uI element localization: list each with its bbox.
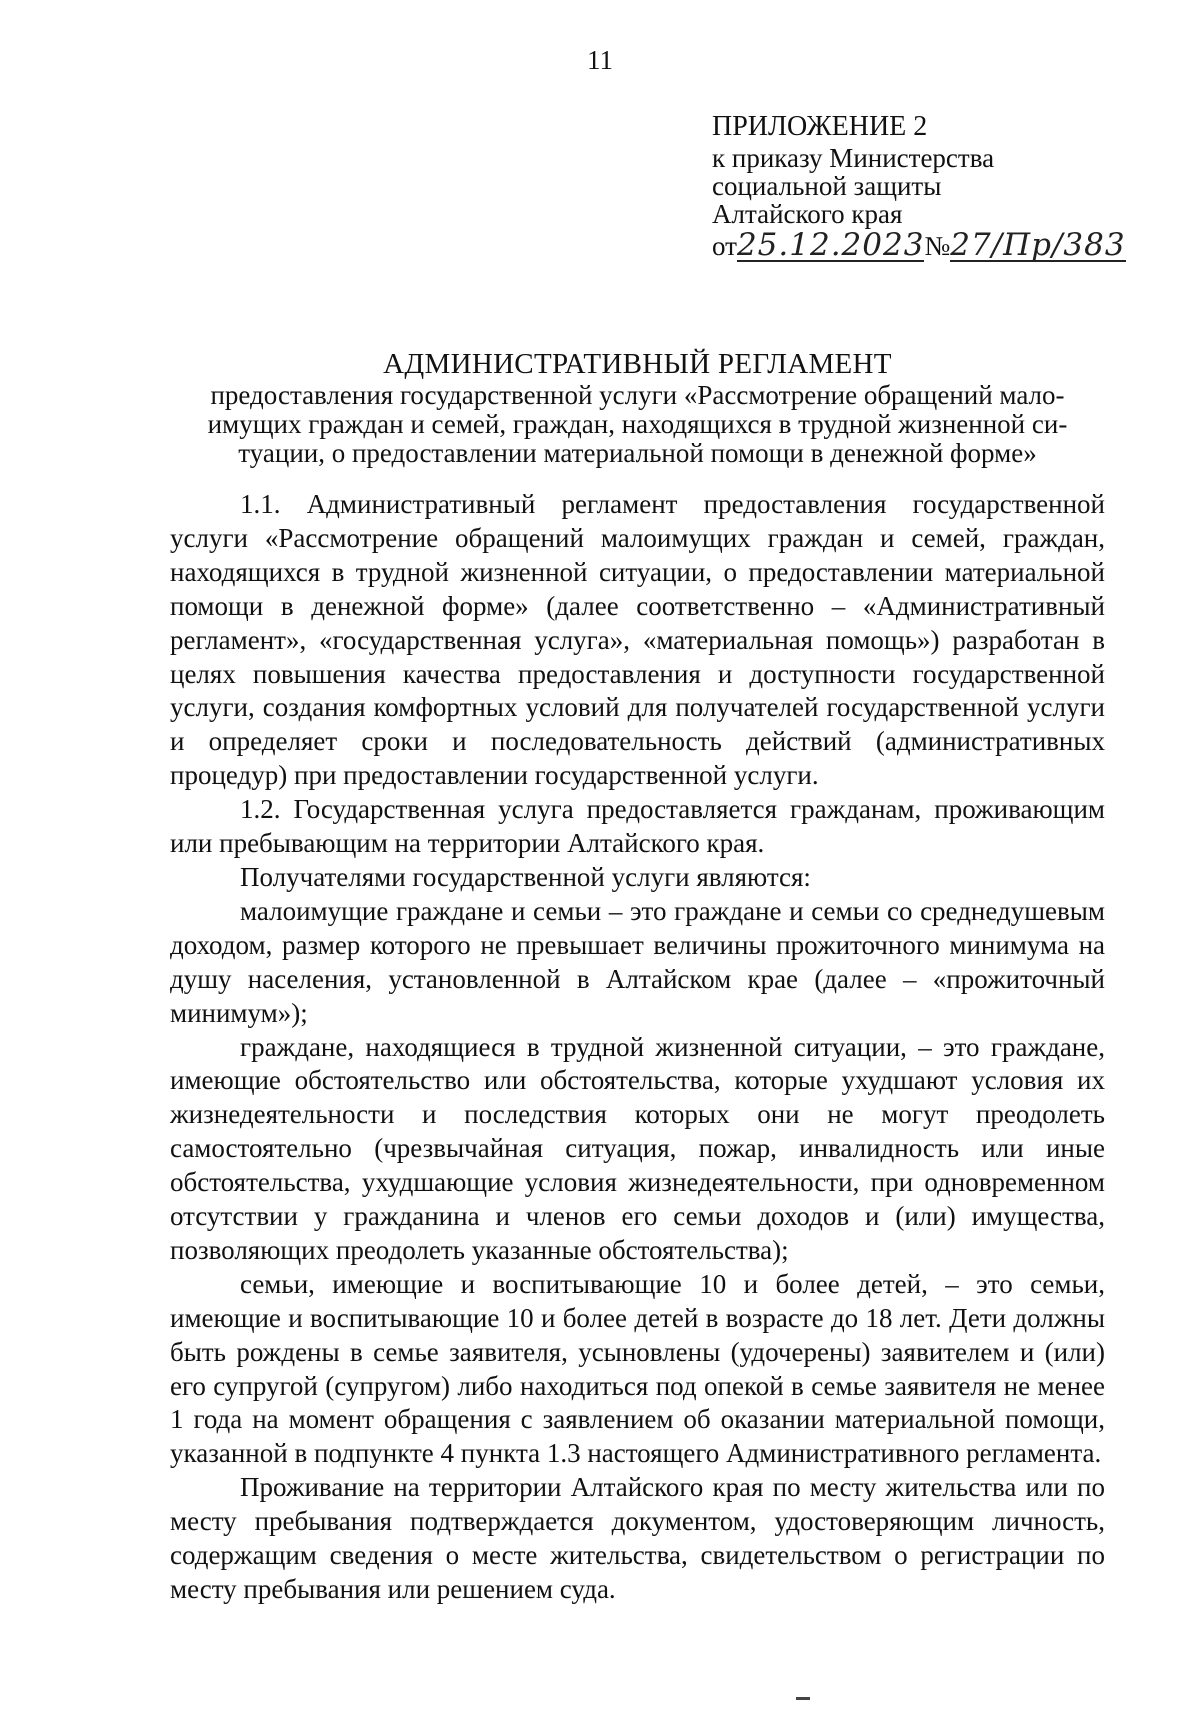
paragraph-recipients: Получателями государственной услуги являются: — [240, 861, 811, 892]
appendix-block — [712, 110, 1182, 262]
document-subtitle-line: имущих граждан и семей, граждан, находящихся в трудной жизненной си- — [207, 409, 1068, 439]
paragraph-low-income: малоимущие граждане и семьи – это граждане и семьи со среднедушевым доходом, размер которого не превышает величины прожиточного минимума на душу населения, установленной в Алтайском крае (далее – «прожиточный минимум»); — [170, 895, 1105, 1028]
date-prefix: от — [712, 231, 737, 261]
appendix-title: ПРИЛОЖЕНИЕ 2 — [712, 111, 928, 142]
appendix-line: социальной защиты — [712, 171, 942, 201]
paragraph-1-2: 1.2. Государственная услуга предоставляется гражданам, проживающим или пребывающим на территории Алтайского края. — [170, 794, 1105, 859]
number-prefix: № — [924, 231, 951, 261]
document-heading — [170, 348, 1105, 467]
paragraph-1-1: 1.1. Административный регламент предоставления государственной услуги «Рассмотрение обращений малоимущих граждан и семей, граждан, находящихся в трудной жизненной ситуации, о предоставлении материальной помощи в денежной форме» (далее соответственно – «Административный регламент», «государственная услуга», «материальная помощь») разработан в целях повышения качества предоставления и доступности государственной услуги, создания комфортных условий для получателей государственной услуги и определяет сроки и последовательность действий (административных процедур) при предоставлении государственной услуги. — [170, 489, 1105, 791]
document-title: АДМИНИСТРАТИВНЫЙ РЕГЛАМЕНТ — [383, 348, 892, 380]
handwritten-order-number: 27/Пр/383 — [950, 227, 1126, 263]
scan-mark — [796, 1697, 810, 1700]
document-body — [170, 488, 1105, 1607]
appendix-line: Алтайского края — [712, 199, 903, 229]
paragraph-hardship: граждане, находящиеся в трудной жизненной ситуации, – это граждане, имеющие обстоятельство или обстоятельства, которые ухудшают условия их жизнедеятельности и последствия которых они не могут преодолеть самостоятельно (чрезвычайная ситуация, пожар, инвалидность или иные обстоятельства, ухудшающие условия жизнедеятельности, при одновременном отсутствии у гражданина и членов его семьи доходов и (или) имущества, позволяющих преодолеть указанные обстоятельства); — [170, 1031, 1105, 1265]
handwritten-date: 25.12.2023 — [736, 227, 925, 263]
page-number: 11 — [587, 45, 613, 75]
paragraph-large-families: семьи, имеющие и воспитывающие 10 и более детей, – это семьи, имеющие и воспитывающие 10 и более детей в возрасте до 18 лет. Дети должны быть рождены в семье заявителя, усыновлены (удочерены) заявителем и (или) его супругой (супругом) либо находиться под опекой в семье заявителя не менее 1 года на момент обращения с заявлением об оказании материальной помощи, указанной в подпункте 4 пункта 1.3 настоящего Административного регламента. — [170, 1268, 1105, 1469]
document-subtitle-line: туации, о предоставлении материальной помощи в денежной форме» — [238, 438, 1037, 468]
order-date-number-line — [712, 227, 1182, 263]
paragraph-residence: Проживание на территории Алтайского края по месту жительства или по месту пребывания подтверждается документом, удостоверяющим личность, содержащим сведения о месте жительства, свидетельством о регистрации по месту пребывания или решением суда. — [170, 1472, 1105, 1604]
appendix-line: к приказу Министерства — [712, 143, 995, 173]
document-subtitle-line: предоставления государственной услуги «Рассмотрение обращений мало- — [210, 380, 1065, 410]
